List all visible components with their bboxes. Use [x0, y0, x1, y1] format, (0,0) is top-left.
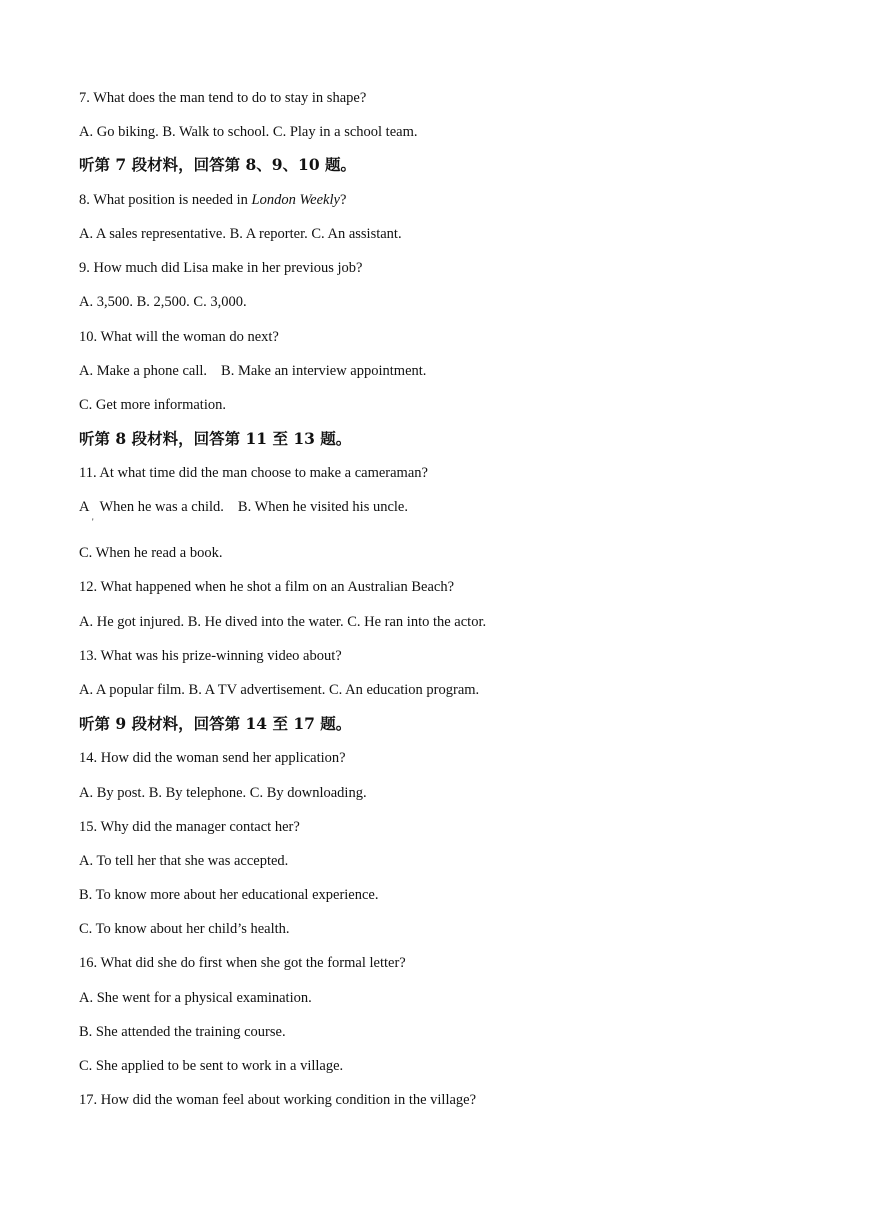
section-heading-7: 听第 7 段材料，回答第 8、9、10 题。 [79, 155, 357, 174]
question-11-options-ab [79, 497, 408, 517]
question-10-option-b: B. Make an interview appointment. [221, 363, 427, 379]
question-15-option-c: C. To know about her child’s health. [79, 921, 290, 937]
question-11-option-a: When he was a child. [99, 499, 224, 515]
question-15: 15. Why did the manager contact her? [79, 819, 300, 835]
question-13: 13. What was his prize-winning video about? [79, 648, 342, 664]
section-heading-9: 听第 9 段材料，回答第 14 至 17 题。 [79, 714, 352, 733]
question-15-option-b: B. To know more about her educational experience. [79, 887, 379, 903]
question-14: 14. How did the woman send her application? [79, 750, 346, 766]
question-11-stray-mark: ' [92, 517, 94, 527]
question-17: 17. How did the woman feel about working condition in the village? [79, 1092, 477, 1108]
question-11-option-c: C. When he read a book. [79, 545, 223, 561]
question-11-option-a-letter: A [79, 499, 90, 515]
question-13-options: A. A popular film. B. A TV advertisement. C. An education program. [79, 682, 480, 698]
question-12: 12. What happened when he shot a film on an Australian Beach? [79, 579, 455, 595]
question-10-option-c: C. Get more information. [79, 397, 226, 413]
question-8-options: A. A sales representative. B. A reporter. C. An assistant. [79, 226, 402, 242]
question-11: 11. At what time did the man choose to make a cameraman? [79, 465, 428, 481]
question-15-option-a: A. To tell her that she was accepted. [79, 853, 289, 869]
question-8-suffix: ? [339, 192, 347, 208]
question-16-option-b: B. She attended the training course. [79, 1024, 286, 1040]
section-heading-8: 听第 8 段材料，回答第 11 至 13 题。 [79, 429, 352, 448]
question-16: 16. What did she do first when she got the formal letter? [79, 955, 406, 971]
question-11-option-b: B. When he visited his uncle. [237, 499, 408, 515]
question-10: 10. What will the woman do next? [79, 329, 279, 345]
question-8-publication-title: London Weekly [251, 192, 340, 208]
question-12-options: A. He got injured. B. He dived into the water. C. He ran into the actor. [79, 614, 487, 630]
question-9-options: A. 3,500. B. 2,500. C. 3,000. [79, 294, 247, 310]
question-7-options: A. Go biking. B. Walk to school. C. Play in a school team. [79, 124, 418, 140]
question-10-option-a: A. Make a phone call. [79, 363, 208, 379]
question-9: 9. How much did Lisa make in her previous job? [79, 260, 363, 276]
question-7: 7. What does the man tend to do to stay in shape? [79, 90, 367, 106]
question-10-options-ab [79, 361, 426, 381]
question-16-option-c: C. She applied to be sent to work in a village. [79, 1058, 344, 1074]
question-8 [79, 190, 346, 210]
question-16-option-a: A. She went for a physical examination. [79, 990, 312, 1006]
question-14-options: A. By post. B. By telephone. C. By downloading. [79, 785, 367, 801]
question-8-prefix: 8. What position is needed in [79, 192, 252, 208]
